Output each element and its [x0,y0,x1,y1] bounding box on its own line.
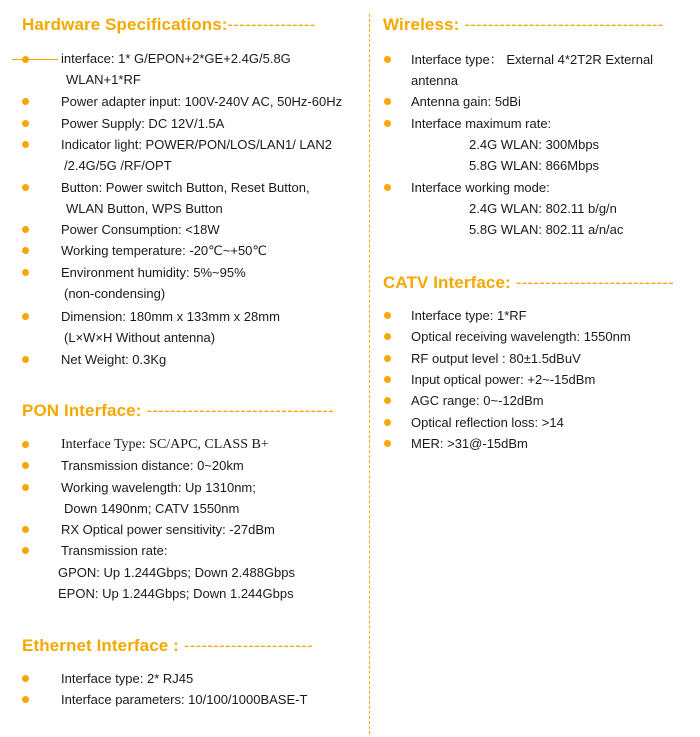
pointer-line [12,59,58,60]
catv-item-mer: MER: >31@-15dBm [411,436,528,451]
hw-item-indicator: Indicator light: POWER/PON/LOS/LAN1/ LAN2 [61,137,332,152]
wl-item-type: Interface type： External 4*2T2R External [411,52,654,67]
eth-item-type: Interface type: 2* RJ45 [61,671,194,686]
hw-item-button-cont: WLAN Button, WPS Button [66,201,223,216]
catv-heading: CATV Interface: --------------------------- [383,273,674,292]
column-divider [369,14,370,734]
bullet-icon [384,440,391,447]
bullet-icon [22,356,29,363]
hw-item-button: Button: Power switch Button, Reset Button, [61,180,310,195]
bullet-icon [22,247,29,254]
wl-item-type-cont: antenna [411,73,458,88]
catv-item-input-power: Input optical power: +2~-15dBm [411,372,596,387]
bullet-icon [22,547,29,554]
wireless-heading: Wireless: ---------------------------------- [383,15,664,34]
hardware-heading: Hardware Specifications:--------------- [22,15,316,34]
pon-item-type: Interface Type: SC/APC, CLASS B+ [61,437,269,452]
bullet-icon [384,419,391,426]
catv-item-wavelength: Optical receiving wavelength: 1550nm [411,329,631,344]
bullet-icon [384,355,391,362]
eth-item-params: Interface parameters: 10/100/1000BASE-T [61,692,308,707]
wl-item-gain: Antenna gain: 5dBi [411,94,521,109]
bullet-icon [22,56,29,63]
bullet-icon [22,269,29,276]
catv-item-rf-level: RF output level : 80±1.5dBuV [411,351,581,366]
pon-item-distance: Transmission distance: 0~20km [61,458,244,473]
hw-item-humidity: Environment humidity: 5%~95% [61,265,246,280]
bullet-icon [22,526,29,533]
catv-item-agc: AGC range: 0~-12dBm [411,393,544,408]
bullet-icon [22,484,29,491]
bullet-icon [384,333,391,340]
hw-item-interface-cont: WLAN+1*RF [66,72,141,87]
wl-item-mode: Interface working mode: [411,180,550,195]
hw-item-dimension: Dimension: 180mm x 133mm x 28mm [61,309,280,324]
hw-item-indicator-cont: /2.4G/5G /RF/OPT [64,158,172,173]
bullet-icon [22,184,29,191]
pon-rate-gpon: GPON: Up 1.244Gbps; Down 2.488Gbps [58,565,296,580]
bullet-icon [384,397,391,404]
bullet-icon [384,312,391,319]
wl-item-max-rate: Interface maximum rate: [411,116,552,131]
hw-item-humidity-cont: (non-condensing) [64,286,166,301]
wl-mode-24: 2.4G WLAN: 802.11 b/g/n [469,201,617,216]
bullet-icon [384,184,391,191]
bullet-icon [384,56,391,63]
bullet-icon [22,441,29,448]
bullet-icon [22,462,29,469]
pon-item-sensitivity: RX Optical power sensitivity: -27dBm [61,522,275,537]
bullet-icon [22,141,29,148]
ethernet-heading: Ethernet Interface : ---------------------- [22,636,313,655]
pon-item-wavelength-cont: Down 1490nm; CATV 1550nm [64,501,240,516]
wl-mode-58: 5.8G WLAN: 802.11 a/n/ac [469,222,624,237]
bullet-icon [22,696,29,703]
bullet-icon [22,120,29,127]
bullet-icon [384,98,391,105]
hw-item-consumption: Power Consumption: <18W [61,222,220,237]
hw-item-adapter: Power adapter input: 100V-240V AC, 50Hz-60Hz [61,94,343,109]
hw-item-temperature: Working temperature: -20℃~+50℃ [61,243,268,258]
hw-item-supply: Power Supply: DC 12V/1.5A [61,116,225,131]
bullet-icon [384,120,391,127]
hw-item-dimension-cont: (L×W×H Without antenna) [64,330,216,345]
hw-item-interface: interface: 1* G/EPON+2*GE+2.4G/5.8G [61,51,291,66]
pon-heading: PON Interface: -------------------------------- [22,401,334,420]
bullet-icon [22,313,29,320]
bullet-icon [22,675,29,682]
pon-rate-epon: EPON: Up 1.244Gbps; Down 1.244Gbps [58,586,294,601]
hw-item-weight: Net Weight: 0.3Kg [61,352,167,367]
catv-item-reflection: Optical reflection loss: >14 [411,415,564,430]
pon-item-rate: Transmission rate: [61,543,168,558]
bullet-icon [384,376,391,383]
pon-item-wavelength: Working wavelength: Up 1310nm; [61,480,256,495]
bullet-icon [22,226,29,233]
wl-max-rate-24: 2.4G WLAN: 300Mbps [469,137,600,152]
wl-max-rate-58: 5.8G WLAN: 866Mbps [469,158,600,173]
catv-item-type: Interface type: 1*RF [411,308,527,323]
bullet-icon [22,98,29,105]
